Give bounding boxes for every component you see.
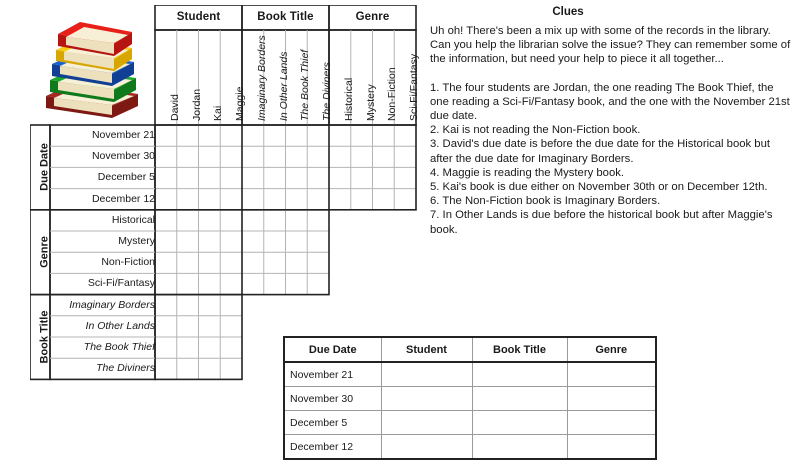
grid-rowgroup-book-title: Book Title xyxy=(38,310,51,364)
grid-row-sci-fi-fantasy: Sci-Fi/Fantasy xyxy=(87,277,155,290)
grid-colgroup-genre: Genre xyxy=(355,11,390,23)
answer-table-header-row xyxy=(284,337,656,362)
answer-table-row[interactable] xyxy=(284,387,656,411)
grid-col-the-book-thief: The Book Thief xyxy=(299,49,312,121)
grid-row-november-30: November 30 xyxy=(91,150,155,163)
clue-item: 1. The four students are Jordan, the one reading The Book Thief, the one reading a Sci-Fi/Fantasy book, and the one with the November 21st due date. xyxy=(430,81,790,123)
grid-row-imaginary-borders: Imaginary Borders xyxy=(69,298,155,311)
grid-col-non-fiction: Non-Fiction xyxy=(386,67,399,121)
clue-item: 5. Kai's book is due either on November 30th or on December 12th. xyxy=(430,181,768,194)
answer-cell-due-date[interactable]: December 5 xyxy=(284,411,381,435)
grid-col-the-diviners: The Diviners xyxy=(321,62,334,121)
answer-table-body[interactable] xyxy=(284,362,656,459)
grid-col-maggie: Maggie xyxy=(234,86,247,121)
answer-table-row[interactable] xyxy=(284,362,656,387)
grid-row-non-fiction: Non-Fiction xyxy=(101,256,155,269)
answer-col-student: Student xyxy=(381,337,472,362)
answer-col-genre: Genre xyxy=(567,337,656,362)
grid-col-jordan: Jordan xyxy=(190,88,203,121)
answer-cell-book-title[interactable] xyxy=(472,435,567,460)
grid-col-historical: Historical xyxy=(342,77,355,121)
answer-cell-student[interactable] xyxy=(381,387,472,411)
answer-cell-genre[interactable] xyxy=(567,362,656,387)
clue-item: 6. The Non-Fiction book is Imaginary Borders. xyxy=(430,195,661,208)
grid-row-december-5: December 5 xyxy=(97,171,155,184)
clue-item: 3. David's due date is before the due date for the Historical book but after the due date for Imaginary Borders. xyxy=(430,138,771,165)
answer-cell-due-date[interactable]: December 12 xyxy=(284,435,381,460)
clues-list xyxy=(430,81,792,237)
answer-cell-genre[interactable] xyxy=(567,411,656,435)
grid-row-historical: Historical xyxy=(111,213,155,226)
answer-cell-due-date[interactable]: November 21 xyxy=(284,362,381,387)
grid-rowgroup-genre: Genre xyxy=(38,236,51,269)
answer-cell-genre[interactable] xyxy=(567,435,656,460)
grid-col-david: David xyxy=(168,94,181,121)
grid-col-mystery: Mystery xyxy=(364,84,377,121)
answer-table-row[interactable] xyxy=(284,435,656,460)
grid-row-in-other-lands: In Other Lands xyxy=(85,319,155,332)
grid-row-november-21: November 21 xyxy=(91,129,155,141)
grid-col-sci-fi-fantasy: Sci-Fi/Fantasy xyxy=(408,53,421,121)
answer-col-book-title: Book Title xyxy=(472,337,567,362)
grid-col-imaginary-borders: Imaginary Borders xyxy=(255,35,268,121)
grid-colgroup-book-title: Book Title xyxy=(257,11,314,23)
answer-cell-student[interactable] xyxy=(381,435,472,460)
answer-cell-genre[interactable] xyxy=(567,387,656,411)
grid-row-the-diviners: The Diviners xyxy=(96,362,155,375)
grid-row-the-book-thief: The Book Thief xyxy=(83,341,155,353)
answer-cell-book-title[interactable] xyxy=(472,411,567,435)
clue-item: 2. Kai is not reading the Non-Fiction book. xyxy=(430,124,641,137)
grid-row-december-12: December 12 xyxy=(91,192,155,205)
answer-cell-book-title[interactable] xyxy=(472,387,567,411)
grid-col-kai: Kai xyxy=(212,105,225,121)
grid-colgroup-student: Student xyxy=(176,11,221,23)
clue-item: 4. Maggie is reading the Mystery book. xyxy=(430,166,625,179)
answer-cell-book-title[interactable] xyxy=(472,362,567,387)
answer-cell-student[interactable] xyxy=(381,411,472,435)
clues-intro-text: Uh oh! There's been a mix up with some of the records in the library. Can you help the librarian solve the issue? They can remember some of the information, but need your help to piece it all together... xyxy=(430,25,791,66)
answer-cell-student[interactable] xyxy=(381,362,472,387)
clue-item: 7. In Other Lands is due before the historical book but after Maggie's book. xyxy=(430,209,773,236)
grid-col-in-other-lands: In Other Lands xyxy=(277,51,290,121)
answer-col-due-date: Due Date xyxy=(284,337,381,362)
clues-panel xyxy=(430,6,792,237)
grid-row-mystery: Mystery xyxy=(118,235,155,247)
answer-table-row[interactable] xyxy=(284,411,656,435)
answer-cell-due-date[interactable]: November 30 xyxy=(284,387,381,411)
grid-rowgroup-due-date: Due Date xyxy=(38,143,51,192)
answer-table[interactable] xyxy=(283,336,657,460)
clues-title: Clues xyxy=(552,6,584,18)
